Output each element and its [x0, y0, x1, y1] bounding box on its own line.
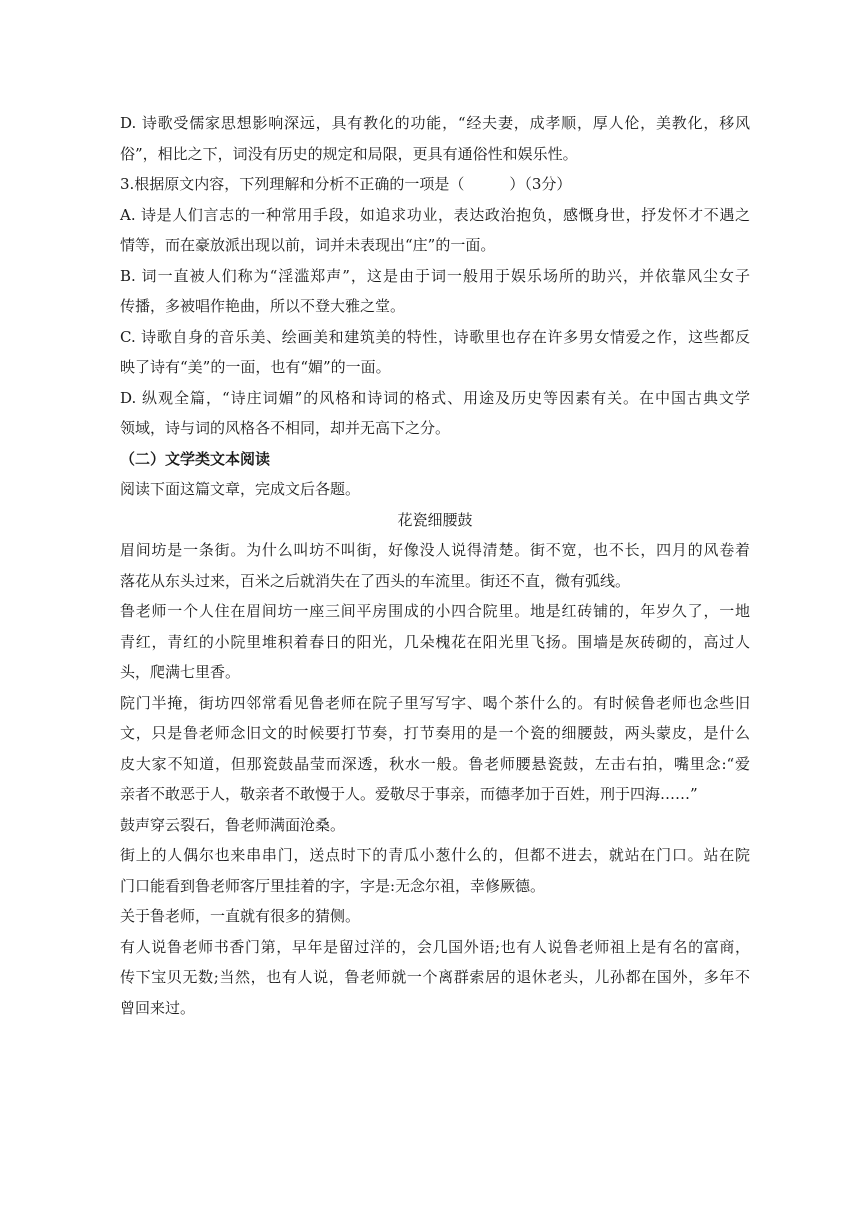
option-b-line: 传播，多被唱作艳曲，所以不登大雅之堂。 [120, 297, 406, 315]
option-c-line: 映了诗有“美”的一面，也有“媚”的一面。 [120, 358, 391, 376]
text-line: 俗”，相比之下，词没有历史的规定和局限，更具有通俗性和娱乐性。 [120, 144, 578, 163]
story-paragraph-5 [120, 901, 750, 932]
text-line: 院门半掩，街坊四邻常看见鲁老师在院子里写写字、喝个茶什么的。有时候鲁老师也念些旧 [120, 693, 750, 712]
text-line: 鼓声穿云裂石，鲁老师满面沧桑。 [120, 815, 346, 834]
text-line: 传下宝贝无数;当然，也有人说，鲁老师就一个离群索居的退休老头，儿孙都在国外，多年不 [120, 968, 750, 986]
option-d-line: D. 纵观全篇，“诗庄词媚”的风格和诗词的格式、用途及历史等因素有关。在中国古典文学 [120, 388, 750, 407]
document-page [120, 108, 750, 1023]
text-line: 有人说鲁老师书香门第，早年是留过洋的，会几国外语;也有人说鲁老师祖上是有名的富商， [120, 937, 750, 956]
text-line: 眉间坊是一条街。为什么叫坊不叫街，好像没人说得清楚。街不宽，也不长，四月的风卷着 [120, 541, 750, 559]
text-line: D. 诗歌受儒家思想影响深远，具有教化的功能，“经夫妻，成孝顺，厚人伦，美教化，移风 [120, 114, 750, 132]
text-line: 皮大家不知道，但那瓷鼓晶莹而深透，秋水一般。鲁老师腰悬瓷鼓，左击右拍，嘴里念:“爱 [120, 754, 750, 773]
story-title: 花瓷细腰鼓 [397, 510, 473, 529]
q2-option-d [120, 108, 750, 169]
story-paragraph-3 [120, 688, 750, 841]
question-stem: 3.根据原文内容，下列理解和分析不正确的一项是（ ）（3分） [120, 175, 572, 193]
text-line: 青红，青红的小院里堆积着春日的阳光，几朵槐花在阳光里飞扬。围墙是灰砖砌的，高过人 [120, 632, 750, 651]
text-line: 鲁老师一个人住在眉间坊一座三间平房围成的小四合院里。地是红砖铺的，年岁久了，一地 [120, 602, 750, 620]
text-line: 街上的人偶尔也来串串门，送点时下的青瓜小葱什么的，但都不进去，就站在门口。站在院 [120, 846, 750, 864]
story-paragraph-4 [120, 840, 750, 901]
story-paragraph-2 [120, 596, 750, 688]
option-c-line: C. 诗歌自身的音乐美、绘画美和建筑美的特性，诗歌里也存在许多男女情爱之作，这些都反 [120, 327, 750, 346]
option-d-line: 领域，诗与词的风格各不相同，却并无高下之分。 [120, 419, 451, 437]
option-a-line: 情等，而在豪放派出现以前，词并未表现出“庄”的一面。 [120, 236, 496, 254]
text-line: 门口能看到鲁老师客厅里挂着的字，字是:无念尔祖，幸修厥德。 [120, 876, 546, 895]
text-line: 文，只是鲁老师念旧文的时候要打节奏，打节奏用的是一个瓷的细腰鼓，两头蒙皮，是什么 [120, 724, 750, 742]
section-instruction: 阅读下面这篇文章，完成文后各题。 [120, 480, 361, 498]
story-paragraph-1 [120, 535, 750, 596]
text-line: 头，爬满七里香。 [120, 663, 241, 681]
option-b-line: B. 词一直被人们称为“淫滥郑声”，这是由于词一般用于娱乐场所的助兴，并依靠风尘女子 [120, 266, 750, 285]
section-heading: （二）文学类文本阅读 [120, 449, 271, 468]
text-line: 曾回来过。 [120, 998, 196, 1017]
option-a-line: A. 诗是人们言志的一种常用手段，如追求功业，表达政治抱负，感慨身世，抒发怀才不遇之 [120, 205, 750, 224]
text-line: 落花从东头过来，百米之后就消失在了西头的车流里。街还不直，微有弧线。 [120, 571, 631, 590]
story-paragraph-6 [120, 932, 750, 1024]
question-3 [120, 169, 750, 444]
text-line: 关于鲁老师，一直就有很多的猜侧。 [120, 907, 361, 925]
text-line: 亲者不敢恶于人，敬亲者不敢慢于人。爱敬尽于事亲，而德孝加于百姓，刑于四海……” [120, 785, 698, 803]
